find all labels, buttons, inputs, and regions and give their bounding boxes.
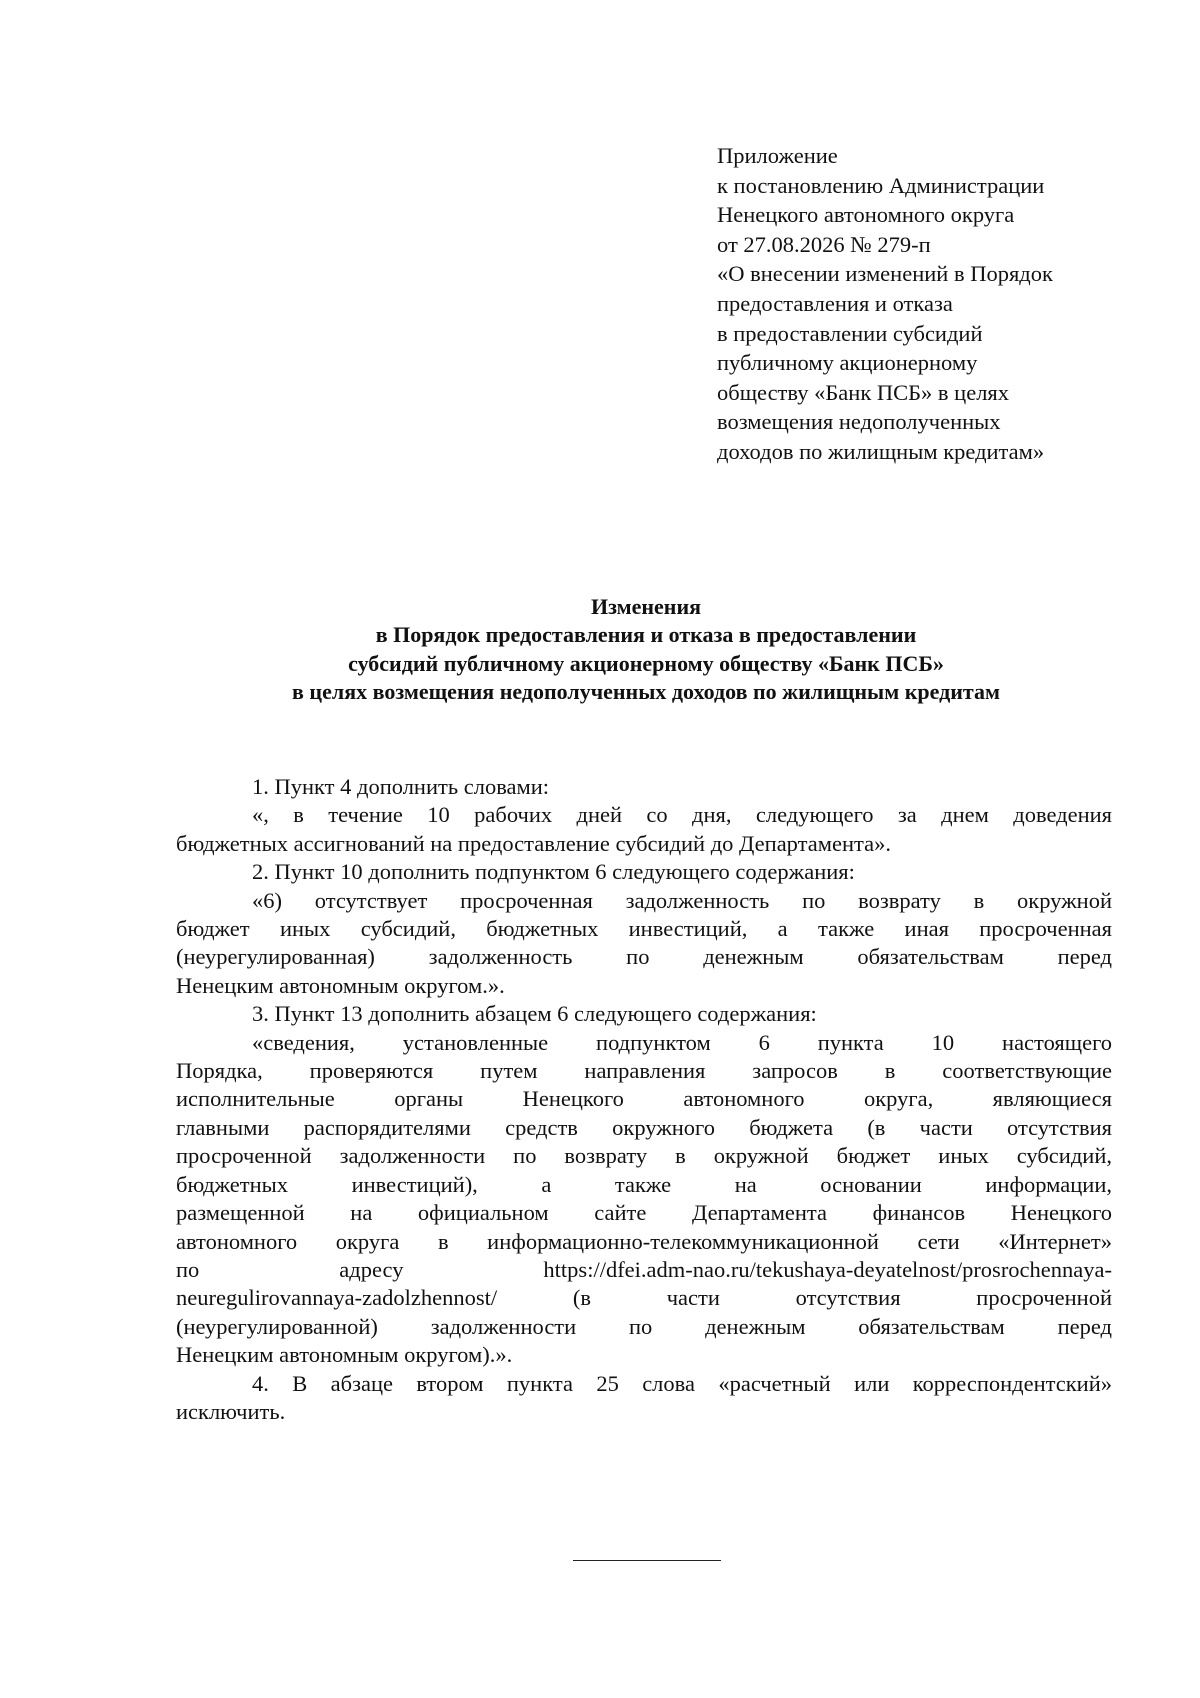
- body-line: бюджетных ассигнований на предоставление субсидий до Департамента».: [176, 830, 891, 856]
- body-line: 4. В абзаце втором пункта 25 слова «расчетный или корреспондентский»: [252, 1370, 1112, 1396]
- appendix-line: к постановлению Администрации: [717, 172, 1045, 198]
- appendix-line: в предоставлении субсидий: [717, 320, 983, 346]
- body-line: neuregulirovannaya-zadolzhennost/ (в части отсутствия просроченной: [176, 1285, 1112, 1311]
- appendix-line: предоставления и отказа: [717, 290, 953, 316]
- body-line: бюджетных инвестиций), а также на основании информации,: [176, 1171, 1112, 1197]
- title-line: субсидий публичному акционерному обществу «Банк ПСБ»: [348, 650, 944, 676]
- item-1-text: [176, 801, 1112, 858]
- appendix-line: «О внесении изменений в Порядок: [717, 261, 1053, 287]
- item-1-heading: [176, 773, 1112, 801]
- title-line: Изменения: [590, 594, 702, 619]
- body-line: «, в течение 10 рабочих дней со дня, следующего за днем доведения: [252, 802, 1112, 828]
- appendix-line: возмещения недополученных: [717, 409, 1001, 435]
- item-3-text: [176, 1029, 1112, 1370]
- body-line: «6) отсутствует просроченная задолженность по возврату в окружной: [252, 887, 1112, 913]
- body-line: главными распорядителями средств окружного бюджета (в части отсутствия: [176, 1114, 1112, 1140]
- body-line: Ненецким автономным округом).».: [176, 1342, 513, 1368]
- appendix-block: [717, 141, 1157, 467]
- closing-rule: [573, 1560, 721, 1561]
- body-line: 2. Пункт 10 дополнить подпунктом 6 следующего содержания:: [252, 859, 855, 885]
- body-line: Ненецким автономным округом.».: [176, 972, 505, 998]
- body-line: исполнительные органы Ненецкого автономного округа, являющиеся: [176, 1086, 1112, 1112]
- appendix-line: Ненецкого автономного округа: [717, 202, 1015, 228]
- title-line: в Порядок предоставления и отказа в предоставлении: [375, 622, 917, 648]
- item-2-text: [176, 887, 1112, 1001]
- body-line: автономного округа в информационно-телекоммуникационной сети «Интернет»: [176, 1228, 1112, 1254]
- body-line: 1. Пункт 4 дополнить словами:: [252, 774, 550, 799]
- appendix-line: обществу «Банк ПСБ» в целях: [717, 379, 1010, 405]
- body-line: (неурегулированной) задолженности по денежным обязательствам перед: [176, 1313, 1112, 1339]
- body-line: 3. Пункт 13 дополнить абзацем 6 следующего содержания:: [252, 1001, 817, 1027]
- title-line: в целях возмещения недополученных доходов по жилищным кредитам: [292, 678, 1000, 704]
- body-line: бюджет иных субсидий, бюджетных инвестиций, а также иная просроченная: [176, 916, 1112, 942]
- body-line: «сведения, установленные подпунктом 6 пункта 10 настоящего: [252, 1029, 1112, 1055]
- body-line: (неурегулированная) задолженность по денежным обязательствам перед: [176, 944, 1112, 970]
- body-line: исключить.: [176, 1398, 286, 1424]
- appendix-line: публичному акционерному: [717, 350, 978, 376]
- body-line: размещенной на официальном сайте Департамента финансов Ненецкого: [176, 1200, 1112, 1226]
- document-title: [160, 593, 1132, 706]
- body-line: просроченной задолженности по возврату в окружной бюджет иных субсидий,: [176, 1143, 1112, 1169]
- item-3-heading: [176, 1000, 1112, 1028]
- item-2-heading: [176, 858, 1112, 886]
- body-line: Порядка, проверяются путем направления запросов в соответствующие: [176, 1058, 1112, 1084]
- appendix-line: доходов по жилищным кредитам»: [717, 438, 1045, 464]
- appendix-line: Приложение: [717, 143, 838, 168]
- document-body: [176, 773, 1112, 1426]
- appendix-line: от 27.08.2026 № 279-п: [717, 231, 931, 257]
- item-4-text: [176, 1370, 1112, 1427]
- body-line: по адресу https://dfei.adm-nao.ru/tekushaya-deyatelnost/prosrochennaya-: [176, 1256, 1112, 1282]
